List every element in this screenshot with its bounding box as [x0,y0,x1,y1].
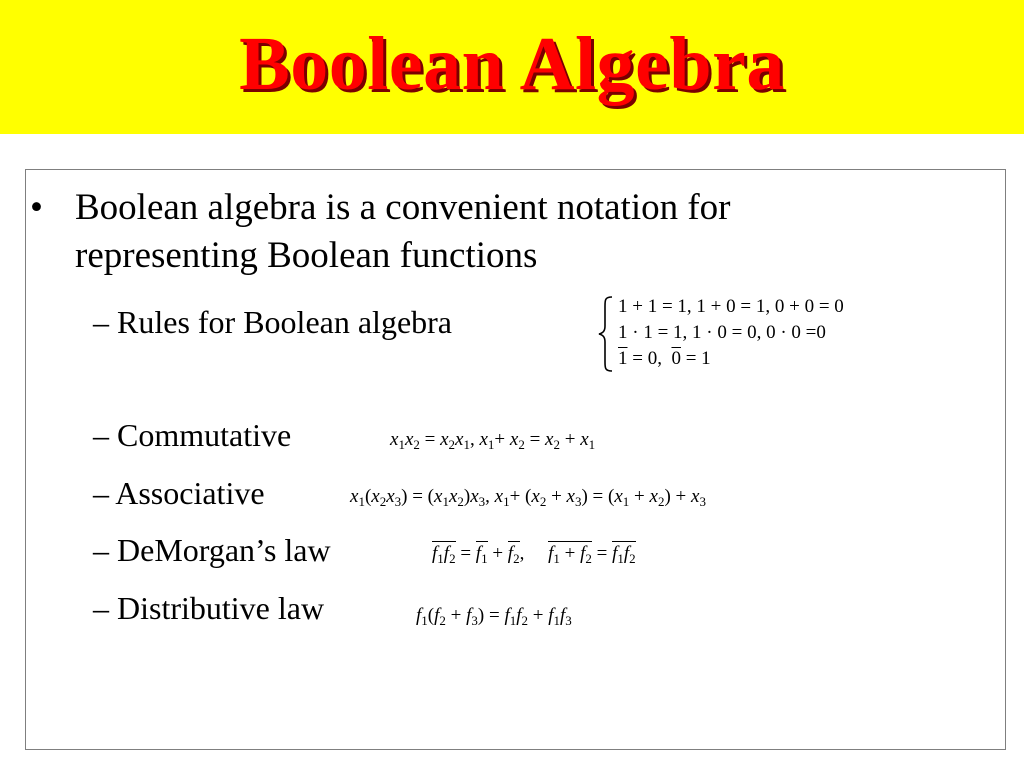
slide-title: Boolean Algebra [239,21,785,106]
sub-bullet-commutative: – Commutative [93,417,292,453]
main-bullet [30,184,910,280]
distributive-formula: $f_1(f_2 + f_3) = f_1f_2 + f_1f_3$ [416,605,572,628]
associative-formula: $x_1(x_2x_3) = (x_1x_2)x_3$, $x_1+ (x_2 + x_3) = (x_1 + x_2) + x_3$ [350,486,706,509]
left-brace-icon [598,296,614,372]
rules-line-and: 1 · 1 = 1, 1 · 0 = 0, 0 · 0 =0 [618,322,826,343]
rules-formula [618,294,844,372]
main-bullet-text: Boolean algebra is a convenient notation for representing Boolean functions [75,187,731,276]
sub-bullet-demorgan: – DeMorgan’s law [93,532,331,568]
commutative-formula: $x_1x_2 = x_2x_1$, $x_1+ x_2 = x_2 + x_1$ [390,429,596,452]
bullet-marker: • [30,187,43,228]
sub-bullet-associative: – Associative [93,475,265,511]
sub-bullet-distributive: – Distributive law [93,590,325,626]
sub-bullet-rules: – Rules for Boolean algebra [93,304,452,340]
rules-line-not: 1 = 0, 0 = 1 [618,348,711,369]
title-band [0,0,1024,134]
demorgan-formula: $f_1f_2 = f_1 + f_2$, $f_1 + f_2 = f_1f_2$ [432,543,636,566]
rules-line-or: 1 + 1 = 1, 1 + 0 = 1, 0 + 0 = 0 [618,296,844,317]
